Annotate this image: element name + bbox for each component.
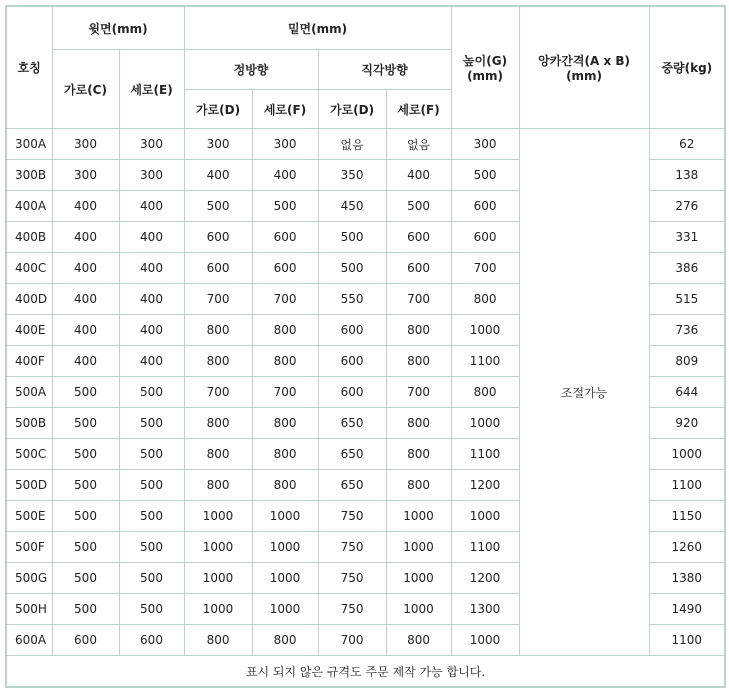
cell-model: 400A	[6, 191, 52, 222]
cell-g: 1300	[451, 594, 519, 625]
cell-g: 1000	[451, 501, 519, 532]
cell-rf: 800	[386, 625, 451, 656]
cell-c: 400	[52, 191, 119, 222]
cell-sf: 1000	[252, 501, 318, 532]
cell-e: 500	[119, 594, 184, 625]
header-height-line2: (mm)	[467, 69, 504, 83]
cell-weight: 62	[649, 129, 725, 160]
cell-weight: 1490	[649, 594, 725, 625]
cell-e: 500	[119, 408, 184, 439]
cell-model: 500H	[6, 594, 52, 625]
cell-weight: 1100	[649, 470, 725, 501]
header-rect-direction: 직각방향	[318, 50, 451, 90]
cell-g: 1000	[451, 408, 519, 439]
cell-rf: 없음	[386, 129, 451, 160]
cell-rd: 600	[318, 377, 386, 408]
cell-sd: 700	[184, 284, 252, 315]
cell-weight: 644	[649, 377, 725, 408]
cell-sf: 1000	[252, 532, 318, 563]
cell-rf: 1000	[386, 594, 451, 625]
cell-rf: 800	[386, 408, 451, 439]
cell-rd: 없음	[318, 129, 386, 160]
cell-sf: 700	[252, 284, 318, 315]
cell-weight: 331	[649, 222, 725, 253]
cell-g: 1200	[451, 563, 519, 594]
cell-c: 500	[52, 377, 119, 408]
cell-e: 400	[119, 191, 184, 222]
cell-rf: 600	[386, 253, 451, 284]
cell-sd: 800	[184, 346, 252, 377]
cell-sf: 600	[252, 222, 318, 253]
cell-weight: 138	[649, 160, 725, 191]
cell-c: 500	[52, 532, 119, 563]
cell-anchor-adjustable: 조절가능	[519, 129, 649, 656]
cell-weight: 1380	[649, 563, 725, 594]
cell-c: 400	[52, 222, 119, 253]
cell-rd: 750	[318, 501, 386, 532]
cell-model: 600A	[6, 625, 52, 656]
cell-rd: 650	[318, 408, 386, 439]
cell-rf: 700	[386, 377, 451, 408]
cell-weight: 736	[649, 315, 725, 346]
cell-sd: 1000	[184, 594, 252, 625]
cell-sd: 800	[184, 408, 252, 439]
cell-c: 500	[52, 501, 119, 532]
header-anchor-line2: (mm)	[566, 69, 603, 83]
cell-g: 600	[451, 191, 519, 222]
cell-rd: 500	[318, 222, 386, 253]
cell-g: 1000	[451, 625, 519, 656]
cell-rd: 600	[318, 315, 386, 346]
header-rect-length: 세로(F)	[386, 90, 451, 129]
cell-model: 300A	[6, 129, 52, 160]
cell-c: 300	[52, 160, 119, 191]
cell-c: 500	[52, 439, 119, 470]
cell-rf: 1000	[386, 501, 451, 532]
cell-rd: 650	[318, 439, 386, 470]
cell-rf: 800	[386, 346, 451, 377]
footer-note: 표시 되지 않은 규격도 주문 제작 가능 합니다.	[6, 656, 725, 688]
cell-rd: 450	[318, 191, 386, 222]
cell-sf: 800	[252, 439, 318, 470]
spec-table-body	[6, 129, 725, 656]
cell-sf: 600	[252, 253, 318, 284]
cell-g: 600	[451, 222, 519, 253]
cell-sd: 300	[184, 129, 252, 160]
cell-c: 500	[52, 594, 119, 625]
cell-model: 300B	[6, 160, 52, 191]
header-height-line1: 높이(G)	[463, 54, 508, 68]
cell-sf: 400	[252, 160, 318, 191]
cell-sd: 500	[184, 191, 252, 222]
cell-e: 400	[119, 315, 184, 346]
cell-rf: 600	[386, 222, 451, 253]
header-rect-width: 가로(D)	[318, 90, 386, 129]
cell-rf: 400	[386, 160, 451, 191]
cell-sd: 800	[184, 315, 252, 346]
cell-c: 500	[52, 470, 119, 501]
cell-g: 1000	[451, 315, 519, 346]
cell-model: 400C	[6, 253, 52, 284]
cell-sd: 1000	[184, 563, 252, 594]
cell-model: 500D	[6, 470, 52, 501]
cell-rd: 550	[318, 284, 386, 315]
cell-e: 600	[119, 625, 184, 656]
cell-c: 300	[52, 129, 119, 160]
cell-e: 500	[119, 439, 184, 470]
cell-c: 400	[52, 346, 119, 377]
cell-weight: 1260	[649, 532, 725, 563]
cell-c: 400	[52, 284, 119, 315]
cell-sd: 800	[184, 470, 252, 501]
cell-model: 400D	[6, 284, 52, 315]
cell-rf: 800	[386, 439, 451, 470]
cell-sd: 600	[184, 222, 252, 253]
cell-sf: 700	[252, 377, 318, 408]
header-square-direction: 정방향	[184, 50, 318, 90]
cell-rf: 1000	[386, 532, 451, 563]
cell-e: 500	[119, 532, 184, 563]
cell-weight: 1150	[649, 501, 725, 532]
header-model: 호칭	[6, 6, 52, 129]
cell-sf: 500	[252, 191, 318, 222]
cell-c: 400	[52, 315, 119, 346]
cell-g: 1100	[451, 439, 519, 470]
cell-weight: 276	[649, 191, 725, 222]
cell-sd: 800	[184, 625, 252, 656]
header-square-width: 가로(D)	[184, 90, 252, 129]
cell-c: 400	[52, 253, 119, 284]
cell-weight: 920	[649, 408, 725, 439]
cell-weight: 1100	[649, 625, 725, 656]
cell-c: 500	[52, 408, 119, 439]
cell-g: 800	[451, 377, 519, 408]
cell-rd: 650	[318, 470, 386, 501]
header-top-length: 세로(E)	[119, 50, 184, 129]
cell-sf: 800	[252, 346, 318, 377]
cell-sd: 400	[184, 160, 252, 191]
cell-sd: 600	[184, 253, 252, 284]
cell-rf: 500	[386, 191, 451, 222]
cell-rd: 500	[318, 253, 386, 284]
cell-rd: 750	[318, 594, 386, 625]
cell-c: 600	[52, 625, 119, 656]
cell-sd: 800	[184, 439, 252, 470]
header-square-length: 세로(F)	[252, 90, 318, 129]
cell-sf: 800	[252, 625, 318, 656]
cell-sf: 1000	[252, 563, 318, 594]
cell-model: 500C	[6, 439, 52, 470]
spec-table-container	[5, 5, 726, 688]
cell-e: 500	[119, 501, 184, 532]
cell-g: 1100	[451, 532, 519, 563]
cell-e: 400	[119, 346, 184, 377]
header-weight: 중량(kg)	[649, 6, 725, 129]
cell-weight: 515	[649, 284, 725, 315]
cell-c: 500	[52, 563, 119, 594]
cell-model: 400B	[6, 222, 52, 253]
cell-rf: 700	[386, 284, 451, 315]
cell-model: 500A	[6, 377, 52, 408]
cell-e: 500	[119, 377, 184, 408]
cell-sd: 1000	[184, 532, 252, 563]
cell-sf: 800	[252, 470, 318, 501]
cell-e: 300	[119, 129, 184, 160]
cell-weight: 1000	[649, 439, 725, 470]
cell-model: 500G	[6, 563, 52, 594]
header-anchor-line1: 앙카간격(A x B)	[538, 54, 630, 68]
cell-sd: 1000	[184, 501, 252, 532]
header-height	[451, 6, 519, 129]
cell-model: 500F	[6, 532, 52, 563]
cell-g: 1200	[451, 470, 519, 501]
cell-model: 500B	[6, 408, 52, 439]
cell-g: 800	[451, 284, 519, 315]
cell-model: 400E	[6, 315, 52, 346]
header-top-width: 가로(C)	[52, 50, 119, 129]
cell-e: 300	[119, 160, 184, 191]
cell-e: 500	[119, 470, 184, 501]
cell-e: 500	[119, 563, 184, 594]
header-bottom-face: 밑면(mm)	[184, 6, 451, 50]
cell-g: 1100	[451, 346, 519, 377]
cell-rd: 600	[318, 346, 386, 377]
cell-g: 700	[451, 253, 519, 284]
spec-table	[5, 5, 726, 688]
cell-sf: 800	[252, 315, 318, 346]
cell-e: 400	[119, 284, 184, 315]
cell-g: 300	[451, 129, 519, 160]
cell-rf: 800	[386, 470, 451, 501]
cell-sd: 700	[184, 377, 252, 408]
cell-g: 500	[451, 160, 519, 191]
cell-rd: 700	[318, 625, 386, 656]
cell-rf: 1000	[386, 563, 451, 594]
cell-rd: 750	[318, 532, 386, 563]
cell-rf: 800	[386, 315, 451, 346]
cell-sf: 300	[252, 129, 318, 160]
header-anchor	[519, 6, 649, 129]
cell-e: 400	[119, 222, 184, 253]
cell-rd: 750	[318, 563, 386, 594]
cell-e: 400	[119, 253, 184, 284]
cell-sf: 1000	[252, 594, 318, 625]
header-top-face: 윗면(mm)	[52, 6, 184, 50]
cell-weight: 809	[649, 346, 725, 377]
cell-model: 500E	[6, 501, 52, 532]
cell-weight: 386	[649, 253, 725, 284]
table-row	[6, 129, 725, 160]
cell-sf: 800	[252, 408, 318, 439]
cell-rd: 350	[318, 160, 386, 191]
cell-model: 400F	[6, 346, 52, 377]
